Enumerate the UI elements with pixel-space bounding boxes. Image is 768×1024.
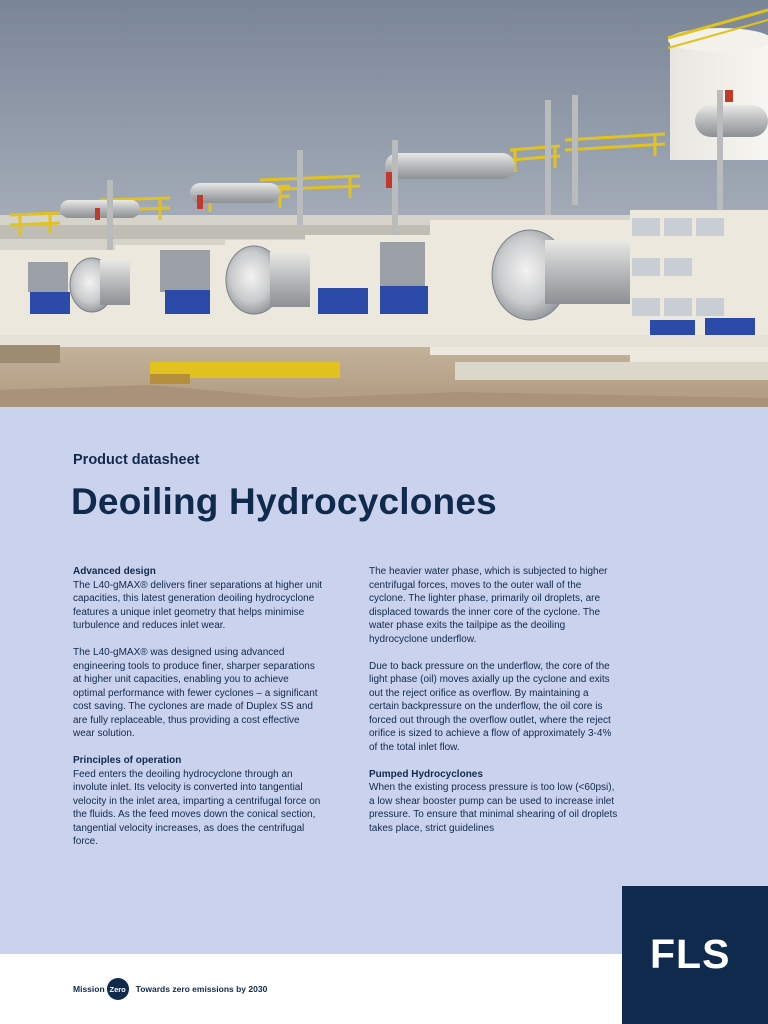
hero-photo bbox=[0, 0, 768, 407]
section-heading: Principles of operation bbox=[73, 755, 182, 766]
mission-zero-badge: Zero bbox=[107, 978, 129, 1000]
section-heading: Advanced design bbox=[73, 566, 156, 577]
mission-label: Mission bbox=[73, 984, 105, 994]
footer-tagline: Towards zero emissions by 2030 bbox=[135, 984, 268, 994]
section-paragraph: The heavier water phase, which is subjected to higher centrifugal forces, moves to the outer wall of the cyclone. The lighter phase, primarily oil droplets, are displaced towards the inner core of the cyclone. The water phase exits the tailpipe as the deoiling hydrocyclone underflow. bbox=[369, 566, 608, 645]
page-title: Deoiling Hydrocyclones bbox=[71, 481, 497, 522]
section-heading: Pumped Hydrocyclones bbox=[369, 768, 483, 780]
section-paragraph: Due to back pressure on the underflow, the core of the light phase (oil) moves axially up the cyclone and exits out the reject orifice as overflow. By maintaining a certain backpressure on the underflow, the oil core is forced out through the overflow outlet, where the reject orifice is sized to achieve a flow of approximately 3-4% of the total inlet flow. bbox=[369, 660, 612, 753]
section-paragraph: When the existing process pressure is too low (<60psi), a low shear booster pump can be used to increase inlet pressure. To ensure that minimal shearing of oil droplets takes place, strict guidelines bbox=[369, 782, 618, 834]
right-text-column bbox=[369, 565, 619, 849]
left-text-column bbox=[73, 565, 323, 862]
document-type-label: Product datasheet bbox=[73, 452, 200, 468]
footer bbox=[73, 978, 267, 1000]
section-paragraph: The L40-gMAX® delivers finer separations at higher unit capacities, this latest generation deoiling hydrocyclone features a unique inlet geometry that helps minimise turbulence and reduces inlet wear. bbox=[73, 579, 323, 631]
section-paragraph: The L40-gMAX® was designed using advanced engineering tools to produce finer, sharper separations at higher unit capacities, enabling you to achieve optimal performance with fewer cyclones – a significant cost saving. The cyclones are made of Duplex SS and are fully replaceable, thus providing a cost effective wear solution. bbox=[73, 647, 318, 739]
section-paragraph: Feed enters the deoiling hydrocyclone through an involute inlet. Its velocity is converted into tangential velocity in the inlet area, imparting a centrifugal force on the fluids. As the feed moves down the conical section, tangential velocity increases, as does the centrifugal force. bbox=[73, 768, 321, 847]
fls-logo: FLS bbox=[650, 931, 731, 977]
